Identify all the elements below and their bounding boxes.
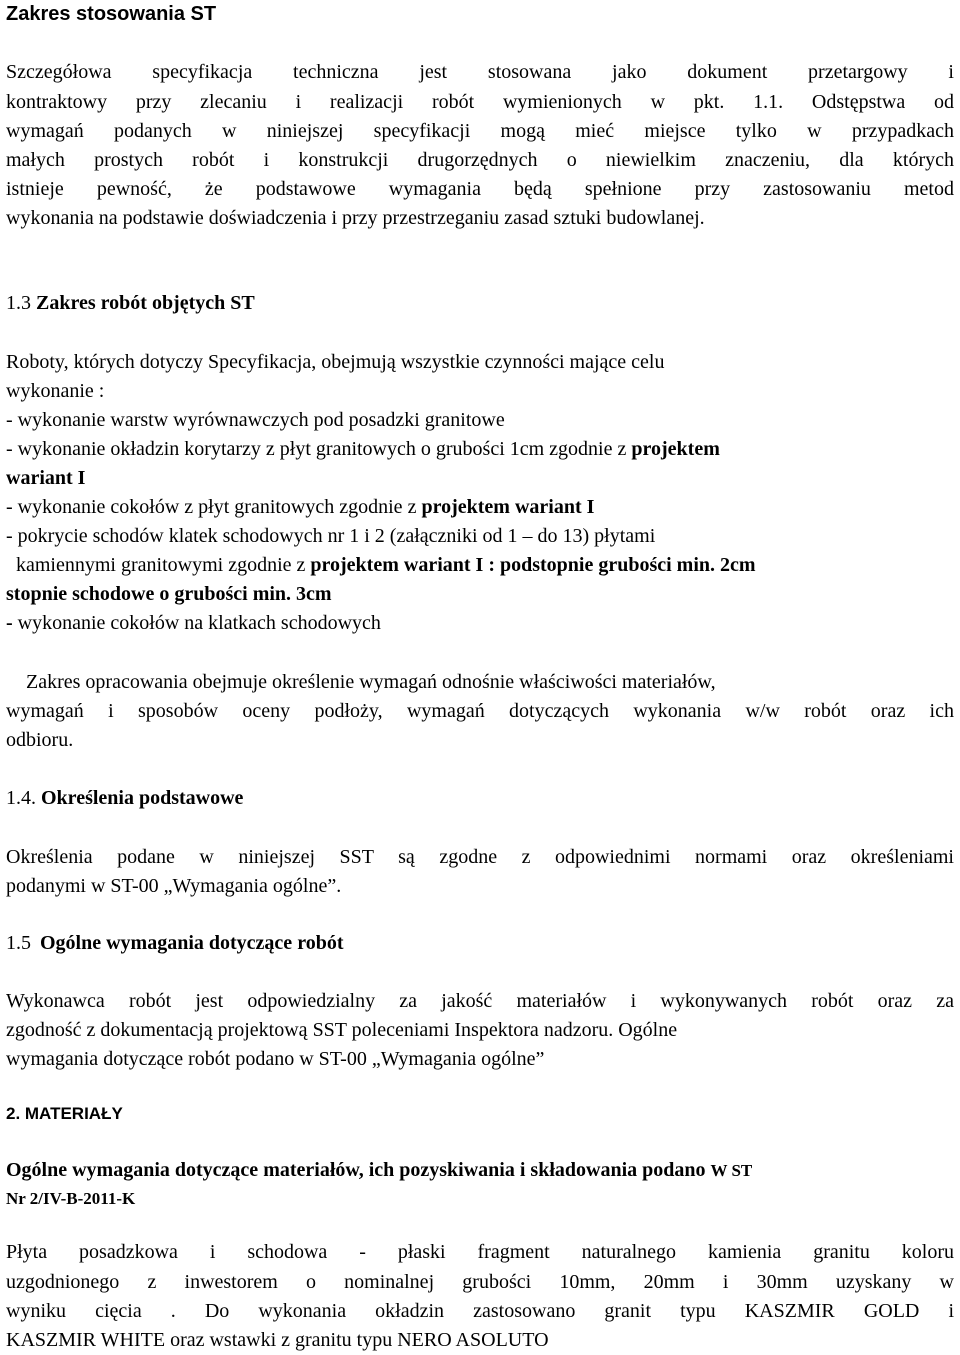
paragraph-line: KASZMIR WHITE oraz wstawki z granitu typu NERO ASOLUTO <box>6 1329 549 1351</box>
section-number: 1.4. <box>6 787 36 809</box>
section-title: Ogólne wymagania dotyczące robót <box>40 932 344 954</box>
paragraph-line: zgodność z dokumentacją projektową SST poleceniami Inspektora nadzoru. Ogólne <box>6 1019 678 1041</box>
list-item-continuation: kamiennymi granitowymi zgodnie z projektem wariant I : podstopnie grubości min. 2cm <box>6 554 756 576</box>
paragraph-line: Określenia podane w niniejszej SST są zgodne z odpowiednimi normami oraz określeniami <box>6 846 954 868</box>
section-number: 1.5 <box>6 932 31 954</box>
paragraph-line: wykonanie : <box>6 380 105 402</box>
list-item-continuation: stopnie schodowe o grubości min. 3cm <box>6 583 332 605</box>
section-number: 1.3 <box>6 292 31 314</box>
paragraph-line: wykonania na podstawie doświadczenia i przy przestrzeganiu zasad sztuki budowlanej. <box>6 207 705 229</box>
paragraph-line: uzgodnionego z inwestorem o nominalnej grubości 10mm, 20mm i 30mm uzyskany w <box>6 1271 954 1293</box>
section-heading-1-3 <box>6 291 255 315</box>
paragraph-line: małych prostych robót i konstrukcji drugorzędnych o niewielkim znaczeniu, dla których <box>6 149 954 171</box>
section-title-scope: Zakres stosowania ST <box>6 3 217 25</box>
section-title: Zakres robót objętych ST <box>36 292 255 314</box>
paragraph-line: istnieje pewność, że podstawowe wymagania będą spełnione przy zastosowaniu metod <box>6 178 954 200</box>
paragraph-line: Roboty, których dotyczy Specyfikacja, obejmują wszystkie czynności mające celu <box>6 351 665 373</box>
section-heading-1-4 <box>6 786 243 810</box>
paragraph-line: podanymi w ST-00 „Wymagania ogólne”. <box>6 875 342 897</box>
paragraph-line: Wykonawca robót jest odpowiedzialny za jakość materiałów i wykonywanych robót oraz za <box>6 990 954 1012</box>
list-item: - wykonanie cokołów z płyt granitowych zgodnie z projektem wariant I <box>6 496 595 518</box>
section-title-materials: 2. MATERIAŁY <box>6 1104 123 1123</box>
paragraph-line: Szczegółowa specyfikacja techniczna jest stosowana jako dokument przetargowy i <box>6 61 954 83</box>
paragraph-line: Płyta posadzkowa i schodowa - płaski fragment naturalnego kamienia granitu koloru <box>6 1241 954 1263</box>
paragraph-line: wyniku cięcia . Do wykonania okładzin zastosowano granit typu KASZMIR GOLD i <box>6 1300 954 1322</box>
list-item-continuation: wariant I <box>6 467 86 489</box>
list-item: - wykonanie cokołów na klatkach schodowych <box>6 612 381 634</box>
list-item: - wykonanie warstw wyrównawczych pod posadzki granitowe <box>6 409 505 431</box>
paragraph-line: odbioru. <box>6 729 74 751</box>
paragraph-line: Ogólne wymagania dotyczące materiałów, ich pozyskiwania i składowania podano W ST <box>6 1159 753 1181</box>
list-item: - wykonanie okładzin korytarzy z płyt granitowych o grubości 1cm zgodnie z projektem <box>6 438 720 460</box>
list-item: - pokrycie schodów klatek schodowych nr 1 i 2 (załączniki od 1 – do 13) płytami <box>6 525 656 547</box>
section-heading-1-5 <box>6 931 344 955</box>
paragraph-line: Nr 2/IV-B-2011-K <box>6 1189 136 1208</box>
paragraph-line: wymagań i sposobów oceny podłoży, wymagań dotyczących wykonania w/w robót oraz ich <box>6 700 954 722</box>
paragraph-line: kontraktowy przy zlecaniu i realizacji robót wymienionych w pkt. 1.1. Odstępstwa od <box>6 91 954 113</box>
section-title: Określenia podstawowe <box>41 787 244 809</box>
paragraph-line: Zakres opracowania obejmuje określenie wymagań odnośnie właściwości materiałów, <box>6 671 716 693</box>
paragraph-line: wymagania dotyczące robót podano w ST-00 „Wymagania ogólne” <box>6 1048 545 1070</box>
paragraph-line: wymagań podanych w niniejszej specyfikacji mogą mieć miejsce tylko w przypadkach <box>6 120 954 142</box>
